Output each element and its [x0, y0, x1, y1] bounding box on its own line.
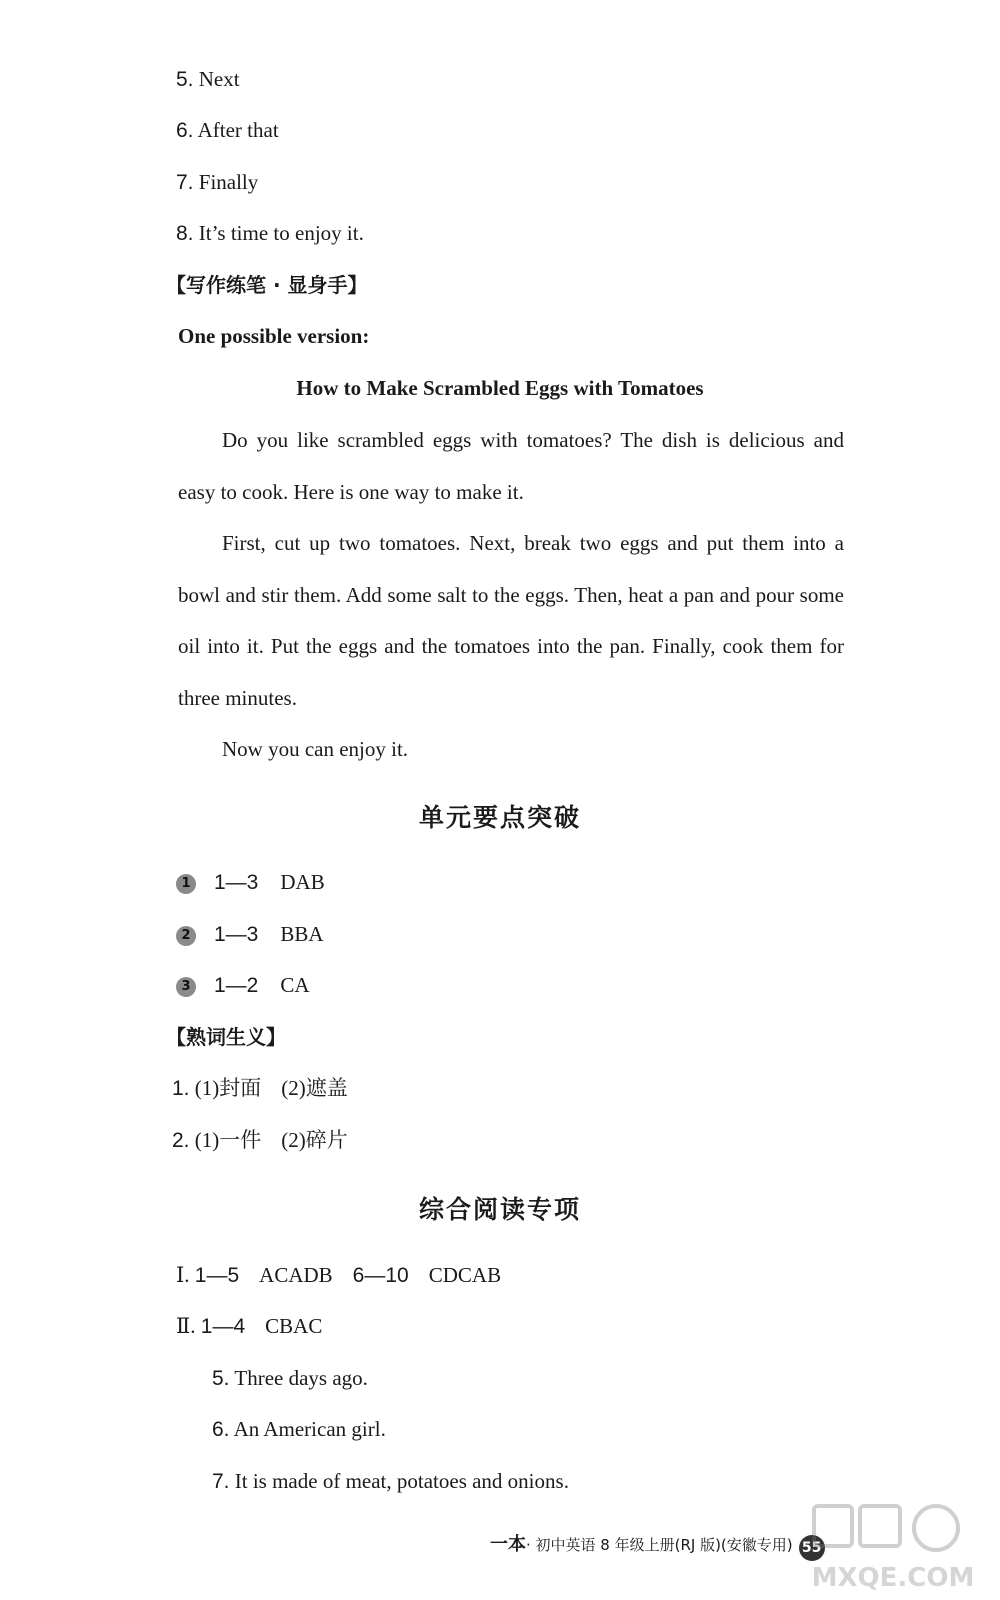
- answer-range: 1—3: [214, 923, 259, 946]
- answer-letters: CA: [280, 973, 310, 997]
- answer-range: 1—3: [214, 871, 259, 894]
- reading-part-1: [176, 1265, 501, 1286]
- item-number: 5.: [176, 68, 194, 91]
- answer-letters: DAB: [280, 870, 325, 894]
- item-6: [176, 120, 279, 141]
- watermark-text: MXQE.COM: [811, 1563, 975, 1593]
- item-text: After that: [197, 118, 279, 142]
- vocab-meaning-a: (1)封面: [194, 1076, 262, 1100]
- vocab-meaning-b: (2)遮盖: [281, 1076, 348, 1100]
- vocab-section-label: 【熟词生义】: [166, 1025, 286, 1049]
- roman-numeral: Ⅱ.: [176, 1314, 196, 1338]
- answer-range: 1—5: [194, 1264, 240, 1287]
- footer-brand: 一本: [490, 1534, 526, 1555]
- item-text: Finally: [198, 170, 259, 194]
- reading-item-6: [212, 1419, 386, 1440]
- essay-paragraph-2: First, cut up two tomatoes. Next, break two eggs and put them into a bowl and stir them. Add some salt to the eggs. Then, heat a pan and pour some oil into it. Put the eggs and the tomatoes into the pan. Finally, cook them for three minutes.: [178, 531, 844, 710]
- answer-range: 1—4: [200, 1315, 246, 1338]
- unit-answer-row: [176, 975, 310, 997]
- item-text: Next: [198, 67, 240, 91]
- vocab-meaning-a: (1)一件: [194, 1128, 262, 1152]
- item-number: 1.: [172, 1077, 190, 1100]
- item-number: 6.: [212, 1418, 230, 1441]
- number-badge: 1: [176, 874, 196, 894]
- reading-part-2: [176, 1316, 322, 1337]
- page-footer: [490, 1530, 825, 1561]
- item-8: [176, 223, 364, 244]
- watermark-logo: [808, 1500, 978, 1595]
- item-number: 5.: [212, 1367, 230, 1390]
- unit-answer-row: [176, 924, 324, 946]
- essay-title: How to Make Scrambled Eggs with Tomatoes: [296, 376, 704, 400]
- reading-item-5: [212, 1368, 368, 1389]
- page-number: 55: [799, 1535, 825, 1561]
- unit-points-heading: 单元要点突破: [418, 803, 581, 832]
- item-number: 6.: [176, 119, 194, 142]
- item-number: 2.: [172, 1129, 190, 1152]
- answer-letters: ACADB: [259, 1263, 333, 1287]
- item-number: 8.: [176, 222, 194, 245]
- answer-letters: BBA: [280, 922, 324, 946]
- unit-answer-row: [176, 872, 325, 894]
- watermark-graphic: [808, 1500, 978, 1595]
- reading-item-7: [212, 1471, 569, 1492]
- answer-range: 6—10: [352, 1264, 409, 1287]
- answer-letters: CDCAB: [428, 1263, 502, 1287]
- footer-text: · 初中英语 8 年级上册(RJ 版)(安徽专用): [526, 1536, 793, 1554]
- vocab-meaning-b: (2)碎片: [281, 1128, 348, 1152]
- item-text: It is made of meat, potatoes and onions.: [234, 1469, 569, 1493]
- writing-section-label: 【写作练笔 · 显身手】: [166, 273, 368, 297]
- item-5: [176, 69, 240, 90]
- item-number: 7.: [212, 1470, 230, 1493]
- answer-letters: CBAC: [265, 1314, 323, 1338]
- answer-range: 1—2: [214, 974, 259, 997]
- number-badge: 2: [176, 926, 196, 946]
- number-badge: 3: [176, 977, 196, 997]
- version-label: One possible version:: [178, 324, 370, 348]
- item-number: 7.: [176, 171, 194, 194]
- essay-paragraph-3: Now you can enjoy it.: [222, 737, 409, 761]
- reading-heading: 综合阅读专项: [418, 1195, 581, 1224]
- vocab-item-1: [172, 1078, 348, 1099]
- vocab-item-2: [172, 1130, 348, 1151]
- item-7: [176, 172, 258, 193]
- roman-numeral: Ⅰ.: [176, 1263, 190, 1287]
- item-text: Three days ago.: [234, 1366, 368, 1390]
- item-text: It’s time to enjoy it.: [198, 221, 364, 245]
- essay-paragraph-1: Do you like scrambled eggs with tomatoes? The dish is delicious and easy to cook. Here is one way to make it.: [178, 428, 844, 504]
- item-text: An American girl.: [233, 1417, 386, 1441]
